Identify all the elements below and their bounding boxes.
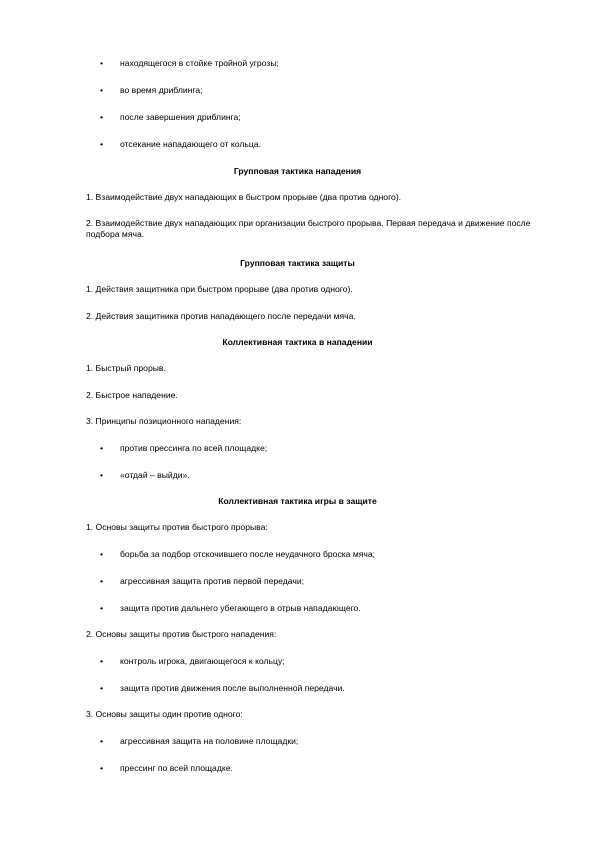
paragraph: 3. Принципы позиционного нападения: xyxy=(86,416,242,426)
paragraph: 1. Основы защиты против быстрого прорыва: xyxy=(86,522,268,532)
bullet-item: во время дриблинга; xyxy=(120,85,203,95)
bullet-marker: • xyxy=(100,443,104,453)
bullet-marker: • xyxy=(100,85,104,95)
section-heading: Коллективная тактика игры в защите xyxy=(218,496,377,506)
bullet-marker: • xyxy=(100,656,104,666)
bullet-item: «отдай – выйди». xyxy=(120,470,190,480)
section-heading: Групповая тактика защиты xyxy=(240,258,355,268)
paragraph: 2. Взаимодействие двух нападающих при организации быстрого прорыва. Первая передача и движение после подбора мяча. xyxy=(86,218,531,239)
bullet-marker: • xyxy=(100,763,104,773)
bullet-item: защита против движения после выполненной передачи. xyxy=(120,683,345,693)
bullet-marker: • xyxy=(100,112,104,122)
bullet-marker: • xyxy=(100,549,104,559)
bullet-item: агрессивная защита против первой передачи; xyxy=(120,576,305,586)
bullet-marker: • xyxy=(100,470,104,480)
paragraph: 1. Действия защитника при быстром прорыве (два против одного). xyxy=(86,284,353,294)
bullet-item: против прессинга по всей площадке; xyxy=(120,443,268,453)
bullet-marker: • xyxy=(100,603,104,613)
paragraph: 3. Основы защиты один против одного: xyxy=(86,709,243,719)
bullet-marker: • xyxy=(100,139,104,149)
bullet-marker: • xyxy=(100,736,104,746)
bullet-item: находящегося в стойке тройной угрозы; xyxy=(120,58,279,68)
paragraph: 2. Действия защитника против нападающего после передачи мяча. xyxy=(86,311,356,321)
paragraph: 2. Основы защиты против быстрого нападения: xyxy=(86,629,277,639)
bullet-item: контроль игрока, двигающегося к кольцу; xyxy=(120,656,285,666)
bullet-marker: • xyxy=(100,683,104,693)
bullet-item: борьба за подбор отскочившего после неудачного броска мяча; xyxy=(120,549,376,559)
bullet-item: отсекание нападающего от кольца. xyxy=(120,139,261,149)
paragraph: 2. Быстрое нападение. xyxy=(86,390,178,400)
bullet-item: агрессивная защита на половине площадки; xyxy=(120,736,299,746)
bullet-item: защита против дальнего убегающего в отрыв нападающего. xyxy=(120,603,361,613)
section-heading: Групповая тактика нападения xyxy=(233,166,362,176)
bullet-item: после завершения дриблинга; xyxy=(120,112,241,122)
bullet-marker: • xyxy=(100,576,104,586)
bullet-item: прессинг по всей площадке. xyxy=(120,763,233,773)
paragraph: 1. Быстрый прорыв. xyxy=(86,363,166,373)
bullet-marker: • xyxy=(100,58,104,68)
section-heading: Коллективная тактика в нападении xyxy=(222,337,373,347)
paragraph: 1. Взаимодействие двух нападающих в быстром прорыве (два против одного). xyxy=(86,192,402,202)
